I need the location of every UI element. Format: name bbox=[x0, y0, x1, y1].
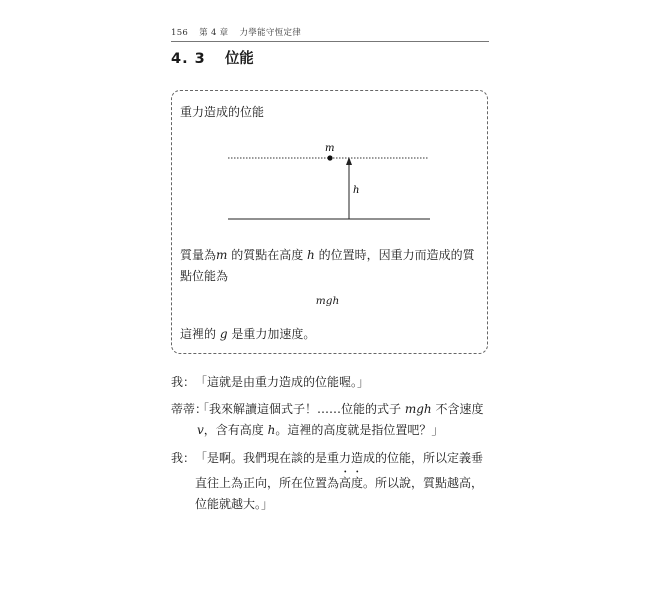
height-label: h bbox=[353, 185, 360, 196]
dialog-text bbox=[197, 399, 493, 441]
velocity-variable: v bbox=[197, 423, 204, 437]
chapter-number: 第 4 章 bbox=[199, 28, 229, 38]
dialog-text: 「這就是由重力造成的位能喔。」 bbox=[195, 375, 370, 389]
box-title: 重力造成的位能 bbox=[180, 105, 265, 119]
speaker-label: 我： bbox=[171, 375, 196, 389]
mass-label: m bbox=[325, 143, 335, 154]
section-number: 4. 3 bbox=[171, 51, 206, 67]
height-variable: h bbox=[307, 248, 315, 262]
dialog-line bbox=[171, 399, 493, 441]
note-part: 是重力加速度。 bbox=[227, 327, 316, 341]
page-number: 156 bbox=[171, 28, 189, 38]
emphasized-word: 高度 bbox=[339, 476, 364, 490]
dialog-part: 。所以說，質點越高，位能就越大。」 bbox=[195, 476, 484, 511]
dialog-part: 不含速度 bbox=[431, 402, 484, 416]
potential-energy-formula: mgh bbox=[315, 295, 340, 307]
dialog-text bbox=[195, 448, 493, 515]
box-description bbox=[180, 245, 486, 287]
dialog-line bbox=[171, 448, 493, 515]
dialog-part: 「我來解讀這個式子！……位能的式子 bbox=[197, 402, 405, 416]
box-note bbox=[180, 325, 315, 342]
chapter-title: 力學能守恆定律 bbox=[239, 28, 302, 38]
dialog-part: 。這裡的高度就是指位置吧？」 bbox=[275, 423, 444, 437]
description-part: 質量為 bbox=[180, 248, 217, 262]
speaker-label: 蒂蒂： bbox=[171, 402, 208, 416]
dialog-line bbox=[171, 372, 493, 393]
section-title: 位能 bbox=[224, 51, 254, 67]
formula-inline: mgh bbox=[404, 402, 432, 416]
speaker-label: 我： bbox=[171, 451, 196, 465]
description-part: 的位置時，因重力而造成的質點位能為 bbox=[180, 248, 475, 283]
gravity-variable: g bbox=[219, 327, 228, 341]
dialog-part: 「是啊。我們現在談的是重力造成的位能，所以定義垂直往上為正向，所在位置為 bbox=[195, 451, 484, 490]
mass-variable: m bbox=[216, 248, 228, 262]
note-part: 這裡的 bbox=[180, 327, 220, 341]
dialog-part: ，含有高度 bbox=[203, 423, 268, 437]
height-variable: h bbox=[267, 423, 276, 437]
mass-point bbox=[327, 155, 332, 160]
description-part: 的質點在高度 bbox=[227, 248, 308, 262]
